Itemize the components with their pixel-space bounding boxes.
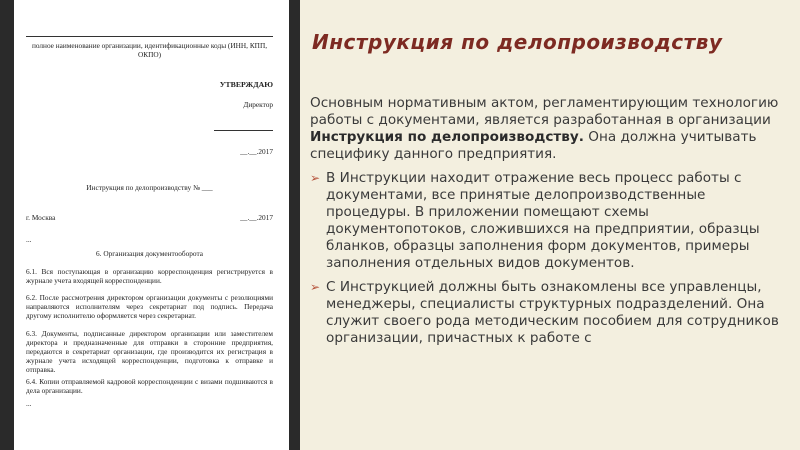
bullet-text: В Инструкции находит отражение весь процесс работы с документами, все принятые делопроизводственные процедуры. В приложении помещают схемы документопотоков, сложившихся на предприятии, образцы бланков, образцы заполнения форм документов, примеры заполнения отдельных видов документов.: [326, 170, 760, 271]
doc-paragraph-2: 6.2. После рассмотрения директором организации документы с резолюциями направляются исполнителям через секретариат под подпись. Передача другому исполнителю оформляется через секретариат.: [26, 293, 273, 320]
doc-ellipsis-2: ...: [26, 399, 32, 408]
header-rule: [26, 36, 273, 37]
doc-ellipsis: ...: [26, 235, 32, 244]
bullet-item: [310, 279, 788, 347]
intro-text-1: Основным нормативным актом, регламентирующим технологию работы с документами, является разработанная в организации: [310, 95, 779, 128]
doc-approve: УТВЕРЖДАЮ: [219, 80, 273, 89]
doc-instruction-title: Инструкция по делопроизводству № ___: [86, 183, 213, 192]
slide-body: [310, 95, 788, 354]
doc-paragraph-3: 6.3. Документы, подписанные директором организации или заместителем директора и предназначенные для отправки в сторонние предприятия, передаются в секретариат организации, где производится их регистрация в журнале учета исходящей корреспонденции, подготовка к отправке и отправка.: [26, 329, 273, 374]
arrow-right-icon: ➢: [310, 280, 321, 294]
doc-paragraph-4: 6.4. Копии отправляемой кадровой корреспонденции с визами подшиваются в дела организации.: [26, 377, 273, 395]
bullet-item: [310, 170, 788, 272]
intro-bold-text: Инструкция по делопроизводству.: [310, 129, 584, 145]
slide-title: Инструкция по делопроизводству: [312, 30, 723, 54]
doc-section-title: 6. Организация документооборота: [96, 249, 203, 258]
doc-date-1: __.__.2017: [240, 147, 273, 156]
bullet-text: С Инструкцией должны быть ознакомлены все управленцы, менеджеры, специалисты структурных подразделений. Она служит своего рода методическим пособием для сотрудников организации, причастных к работе с: [326, 279, 779, 346]
signature-rule: [214, 130, 273, 131]
document-image: [14, 0, 289, 450]
intro-paragraph: [310, 95, 788, 163]
doc-city: г. Москва: [26, 213, 56, 222]
doc-date-2: __.__.2017: [240, 213, 273, 222]
doc-paragraph-1: 6.1. Вся поступающая в организацию корреспонденция регистрируется в журнале учета входящей корреспонденции.: [26, 267, 273, 285]
arrow-right-icon: ➢: [310, 171, 321, 185]
doc-director: Директор: [243, 100, 273, 109]
intro-text-2: Она должна учитывать специфику данного предприятия.: [310, 129, 757, 162]
doc-org-header: полное наименование организации, идентификационные коды (ИНН, КПП, ОКПО): [31, 41, 268, 59]
